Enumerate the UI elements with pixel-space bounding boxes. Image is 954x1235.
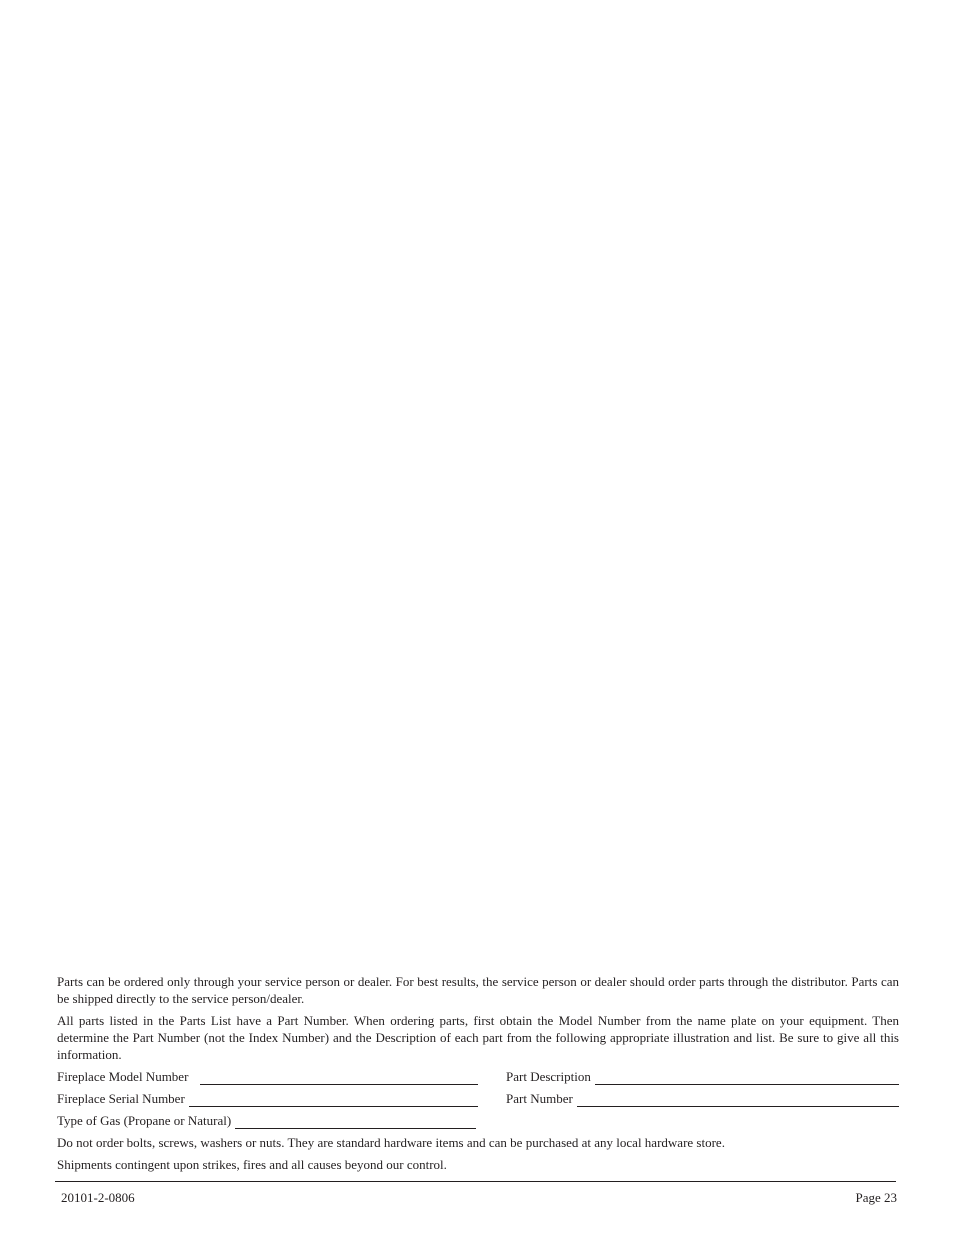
hardware-note: Do not order bolts, screws, washers or nuts. They are standard hardware items and can be purchased at any local hardware store. (57, 1135, 725, 1150)
shipments-note: Shipments contingent upon strikes, fires and all causes beyond our control. (57, 1157, 447, 1172)
gas-type-field[interactable] (57, 1112, 476, 1129)
model-number-label: Fireplace Model Number (57, 1069, 189, 1084)
serial-number-label: Fireplace Serial Number (57, 1091, 185, 1106)
ordering-instructions-paragraph-2: All parts listed in the Parts List have a Part Number. When ordering parts, first obtain the Model Number from the name plate on your equipment. Then determine the Part Number (not the Index Number) and the Description of each part from the following appropriate illustration and list. Be sure to give all this information. (57, 1013, 899, 1062)
part-description-line[interactable] (595, 1071, 899, 1085)
part-number-label: Part Number (506, 1091, 573, 1106)
form-row-2 (57, 1090, 899, 1107)
form-row-1 (57, 1068, 899, 1085)
gas-type-label: Type of Gas (Propane or Natural) (57, 1113, 232, 1128)
form-row-3 (57, 1112, 899, 1129)
part-description-field[interactable] (506, 1068, 899, 1085)
serial-number-field[interactable] (57, 1090, 478, 1107)
part-description-label: Part Description (506, 1069, 591, 1084)
page-number: Page 23 (855, 1190, 897, 1205)
model-number-field[interactable] (57, 1068, 478, 1085)
serial-number-line[interactable] (189, 1093, 478, 1107)
ordering-section (57, 973, 899, 1173)
model-number-line[interactable] (200, 1071, 478, 1085)
part-number-field[interactable] (506, 1090, 899, 1107)
part-number-line[interactable] (577, 1093, 899, 1107)
gas-type-line[interactable] (235, 1115, 476, 1129)
ordering-instructions-paragraph-1: Parts can be ordered only through your service person or dealer. For best results, the service person or dealer should order parts through the distributor. Parts can be shipped directly to the service person/dealer. (57, 974, 899, 1006)
document-number: 20101-2-0806 (61, 1190, 135, 1205)
footer-divider (55, 1181, 896, 1182)
